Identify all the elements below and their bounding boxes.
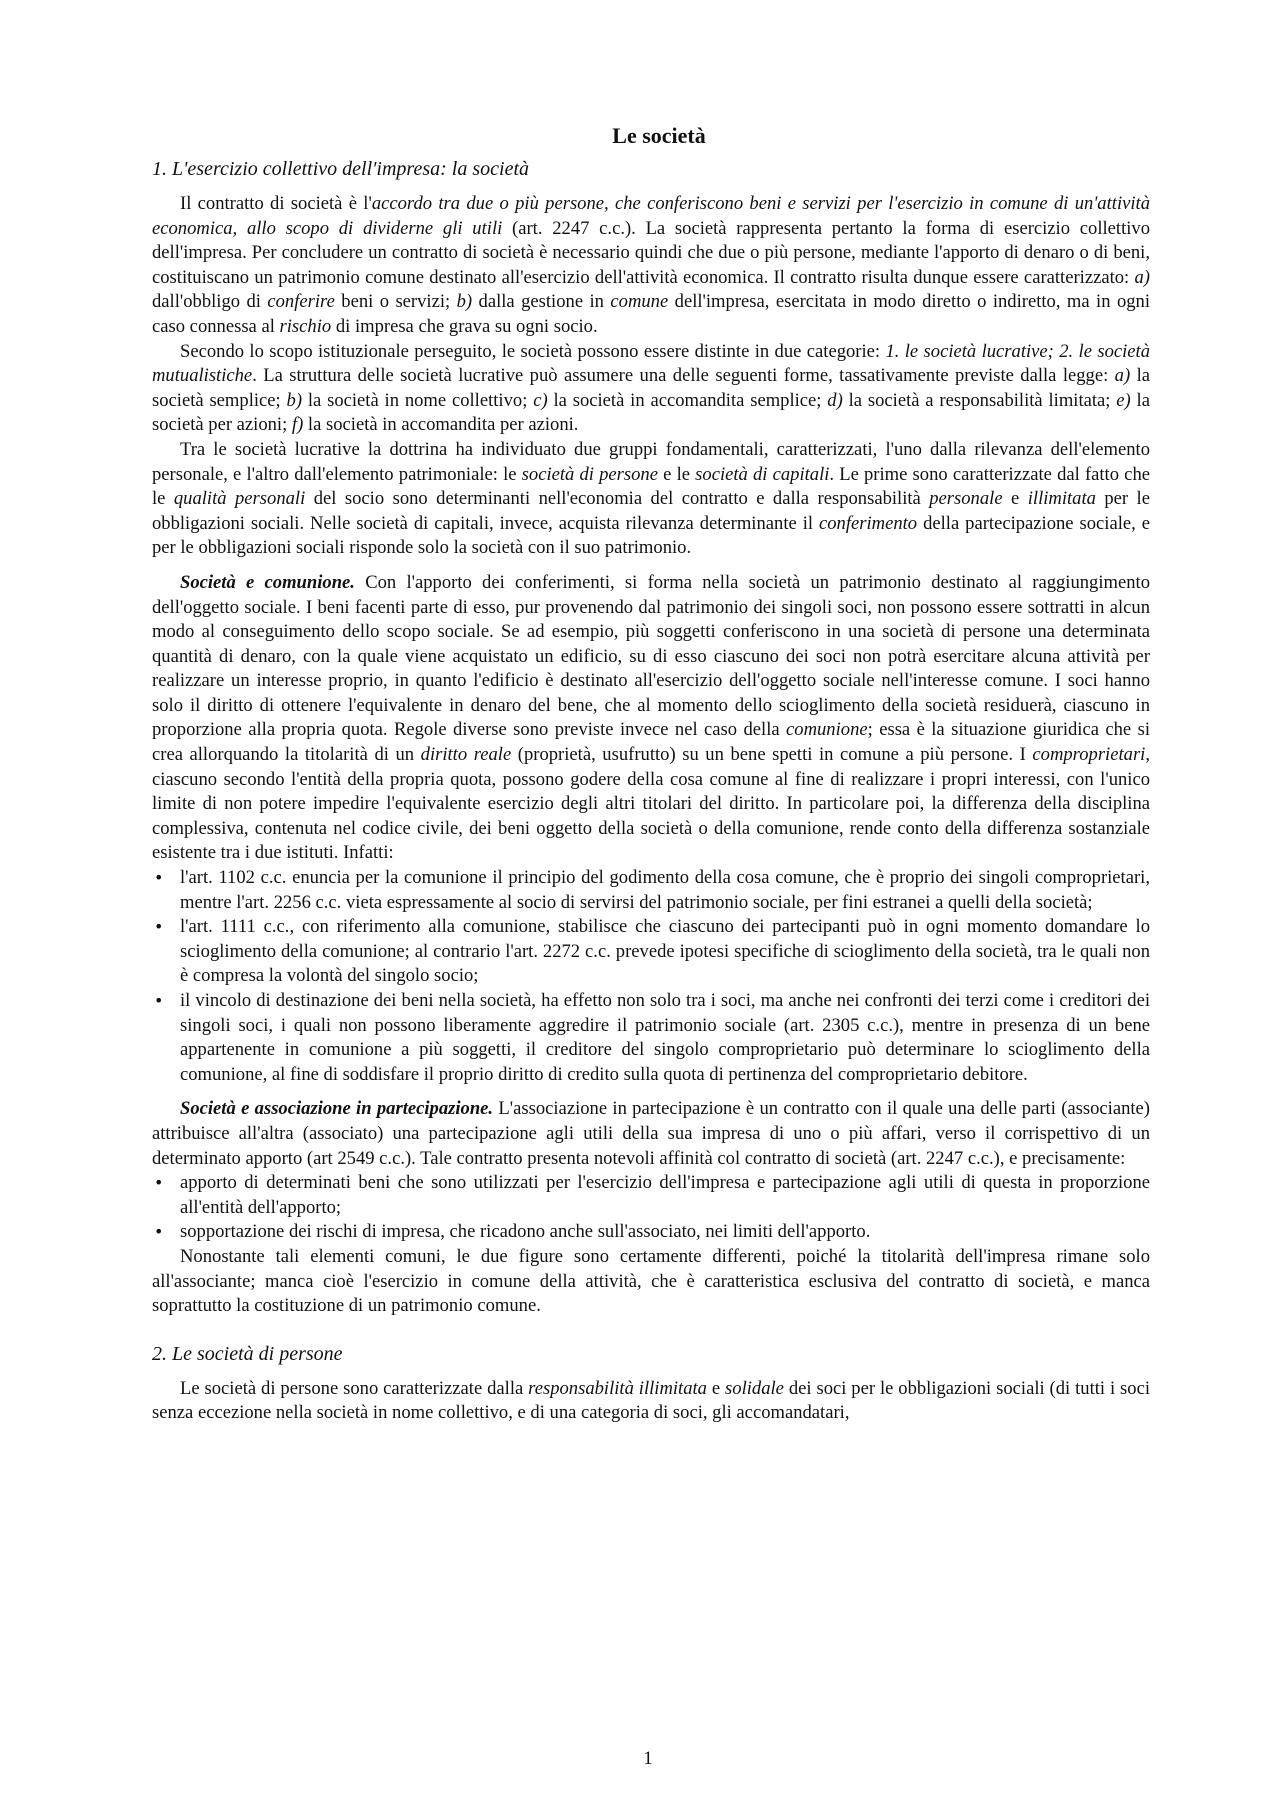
list-item: • l'art. 1111 c.c., con riferimento alla comunione, stabilisce che ciascuno dei partecipanti può in ogni momento domandare lo scioglimento della comunione; al contrario l'art. 2272 c.c. prevede ipotesi specifiche di scioglimento della società, tra le quali non è compresa la volontà del singolo socio; bbox=[152, 915, 1150, 989]
italic-run: responsabilità illimitata bbox=[528, 1377, 707, 1399]
italic-run: b) bbox=[456, 291, 473, 313]
list-item: • l'art. 1102 c.c. enuncia per la comunione il principio del godimento della cosa comune, che è proprio dei singoli comproprietari, mentre l'art. 2256 c.c. vieta espressamente al socio di servirsi del patrimonio sociale, per fini estranei a quelli della società; bbox=[152, 866, 1150, 915]
italic-run: e) bbox=[1116, 389, 1131, 411]
text-run: la società in accomandita per azioni. bbox=[303, 414, 579, 436]
text-run: . La struttura delle società lucrative può assumere una delle seguenti forme, tassativamente previste dalla legge: bbox=[252, 365, 1115, 387]
italic-run: qualità personali bbox=[173, 488, 306, 510]
text-run: ; essa è la situazione giuridica che si crea allorquando la titolarità di un bbox=[152, 719, 1150, 766]
text-run: Con l'apporto dei conferimenti, si forma nella società un patrimonio destinato al raggiungimento dell'oggetto sociale. I beni facenti parte di esso, pur provenendo dal patrimonio dei singoli soci, non possono essere sottratti in alcun modo al conseguimento dello scopo sociale. Se ad esempio, più soggetti conferiscono in una società di persone una determinata quantità di denaro, con la quale viene acquistato un edificio, su di esso ciascuno dei soci non potrà esercitare alcuna attività per realizzare un interesse proprio, in quanto l'edificio è destinato all'esercizio dell'oggetto sociale nell'interesse comune. I soci hanno solo il diritto di ottenere l'equivalente in denaro del bene, che al momento dello scioglimento della società residuerà, ciascuno in proporzione alla propria quota. Regole diverse sono previste invece nel caso della bbox=[152, 571, 1150, 741]
list-item: • sopportazione dei rischi di impresa, che ricadono anche sull'associato, nei limiti dell'apporto. bbox=[152, 1220, 1150, 1245]
page-title: Le società bbox=[612, 123, 706, 148]
italic-run: a) bbox=[1134, 266, 1150, 288]
section-1-paragraph-1 bbox=[152, 192, 1150, 340]
text-run: la società in accomandita semplice; bbox=[547, 389, 828, 411]
section-2-paragraph-1 bbox=[152, 1377, 1150, 1426]
text-run: (art. 2247 c.c.). La società rappresenta pertanto la forma di esercizio collettivo dell'impresa. Per concludere un contratto di società è necessario quindi che due o più persone, mediante l'apporto di denaro o di beni, costituiscano un patrimonio comune destinato all'esercizio dell'attività economica. Il contratto risulta dunque essere caratterizzato: bbox=[152, 217, 1150, 288]
subheading-societa-e-associazione: Società e associazione in partecipazione. bbox=[180, 1098, 494, 1120]
text-run: la società per azioni; bbox=[152, 389, 1150, 436]
text-run: per le obbligazioni sociali. Nelle società di capitali, invece, acquista rilevanza determinante il bbox=[152, 488, 1150, 534]
text-run: . Le prime sono caratterizzate dal fatto che le bbox=[152, 463, 1150, 510]
italic-run: comune bbox=[610, 291, 669, 313]
italic-run: b) bbox=[286, 389, 303, 411]
text-run: la società a responsabilità limitata; bbox=[842, 389, 1117, 411]
text-run: (proprietà, usufrutto) su un bene spetti in comune a più persone. I bbox=[511, 744, 1033, 766]
page-number: 1 bbox=[643, 1748, 653, 1769]
italic-run: conferire bbox=[267, 291, 335, 313]
text-run: Il contratto di società è l' bbox=[180, 193, 372, 214]
italic-run: società di persone bbox=[521, 463, 658, 485]
italic-run: conferimento bbox=[819, 512, 918, 534]
societa-e-comunione-paragraph bbox=[152, 571, 1150, 866]
list-item: • il vincolo di destinazione dei beni nella società, ha effetto non solo tra i soci, ma anche nei confronti dei terzi come i creditori dei singoli soci, i quali non possono liberamente aggredire il patrimonio sociale (art. 2305 c.c.), mentre in presenza di un bene appartenente in comunione a più soggetti, il creditore del singolo comproprietario può determinare lo scioglimento della comunione, al fine di soddisfare il proprio diritto di credito sulla quota di pertinenza del comproprietario debitore. bbox=[152, 989, 1150, 1087]
text-run: e bbox=[1002, 488, 1028, 510]
document-page bbox=[152, 122, 1150, 1426]
text-run: beni o servizi; bbox=[334, 291, 457, 313]
italic-run: illimitata bbox=[1027, 488, 1096, 510]
text-run: Le società di persone sono caratterizzate dalla bbox=[180, 1377, 529, 1399]
section-1-paragraph-2 bbox=[152, 340, 1150, 438]
text-run: di impresa che grava su ogni socio. bbox=[331, 315, 598, 337]
comunione-bullet-list bbox=[152, 866, 1150, 1087]
section-1-paragraph-3 bbox=[152, 438, 1150, 561]
text-run: dalla gestione in bbox=[472, 291, 611, 313]
section-1-heading: 1. L'esercizio collettivo dell'impresa: la società bbox=[152, 158, 530, 180]
text-run: L'associazione in partecipazione è un contratto con il quale una delle parti (associante) attribuisce all'altra (associato) una partecipazione agli utili della sua impresa di uno o più affari, verso il corrispettivo di un determinato apporto (art 2549 c.c.). Tale contratto presenta notevoli affinità col contratto di società (art. 2247 c.c.), e precisamente: bbox=[152, 1098, 1150, 1169]
subheading-societa-e-comunione: Società e comunione. bbox=[180, 571, 355, 593]
text-run: dall'obbligo di bbox=[152, 291, 268, 313]
italic-run: diritto reale bbox=[420, 744, 512, 766]
italic-run: accordo tra due o più persone, che conferiscono beni e servizi per l'esercizio in comune di un'attività economica, allo scopo di dividerne gli utili bbox=[152, 193, 1150, 239]
italic-run: rischio bbox=[279, 315, 332, 337]
italic-run: 1. le società lucrative; 2. le società mutualistiche bbox=[152, 340, 1150, 387]
italic-run: c) bbox=[533, 389, 548, 411]
section-2-heading: 2. Le società di persone bbox=[152, 1342, 343, 1365]
text-run: Secondo lo scopo istituzionale perseguito, le società possono essere distinte in due categorie: bbox=[180, 340, 886, 362]
list-item: • apporto di determinati beni che sono utilizzati per l'esercizio dell'impresa e partecipazione agli utili di questa in proporzione all'entità dell'apporto; bbox=[152, 1171, 1150, 1220]
text-run: e le bbox=[657, 463, 696, 485]
italic-run: società di capitali bbox=[695, 463, 830, 485]
text-run: del socio sono determinanti nell'economia del contratto e dalla responsabilità bbox=[305, 488, 930, 510]
italic-run: f) bbox=[291, 414, 304, 436]
italic-run: personale bbox=[929, 488, 1003, 510]
associazione-bullet-list bbox=[152, 1171, 1150, 1245]
associazione-closing-paragraph: Nonostante tali elementi comuni, le due figure sono certamente differenti, poiché la titolarità dell'impresa rimane solo all'associante; manca cioè l'esercizio in comune della attività, che è caratteristica esclusiva del contratto di società, e manca soprattutto la costituzione di un patrimonio comune. bbox=[152, 1245, 1150, 1317]
text-run: la società semplice; bbox=[152, 365, 1150, 411]
text-run: e bbox=[706, 1377, 726, 1399]
text-run: dell'impresa, esercitata in modo diretto o indiretto, ma in ogni caso connessa al bbox=[152, 291, 1150, 337]
text-run: la società in nome collettivo; bbox=[302, 389, 534, 411]
italic-run: solidale bbox=[725, 1377, 784, 1399]
text-run: della partecipazione sociale, e per le obbligazioni sociali risponde solo la società con il suo patrimonio. bbox=[152, 512, 1150, 559]
societa-e-associazione-paragraph bbox=[152, 1097, 1150, 1171]
text-run: dei soci per le obbligazioni sociali (di tutti i soci senza eccezione nella società in nome collettivo, e di una categoria di soci, gli accomandatari, bbox=[152, 1377, 1150, 1424]
italic-run: comunione bbox=[786, 719, 868, 741]
italic-run: comproprietari bbox=[1032, 744, 1146, 766]
text-run: , ciascuno secondo l'entità della propria quota, possono godere della cosa comune al fine di realizzare i propri interessi, con l'unico limite di non potere impedire l'equivalente esercizio degli altri titolari del diritto. In particolare poi, la differenza della disciplina complessiva, contenuta nel codice civile, dei beni oggetto della società o della comunione, rende conto della differenza sostanziale esistente tra i due istituti. Infatti: bbox=[152, 744, 1150, 864]
italic-run: a) bbox=[1114, 365, 1131, 387]
text-run: Tra le società lucrative la dottrina ha individuato due gruppi fondamentali, caratterizzati, l'uno dalla rilevanza dell'elemento personale, e l'altro dall'elemento patrimoniale: le bbox=[152, 438, 1150, 485]
italic-run: d) bbox=[827, 389, 843, 411]
